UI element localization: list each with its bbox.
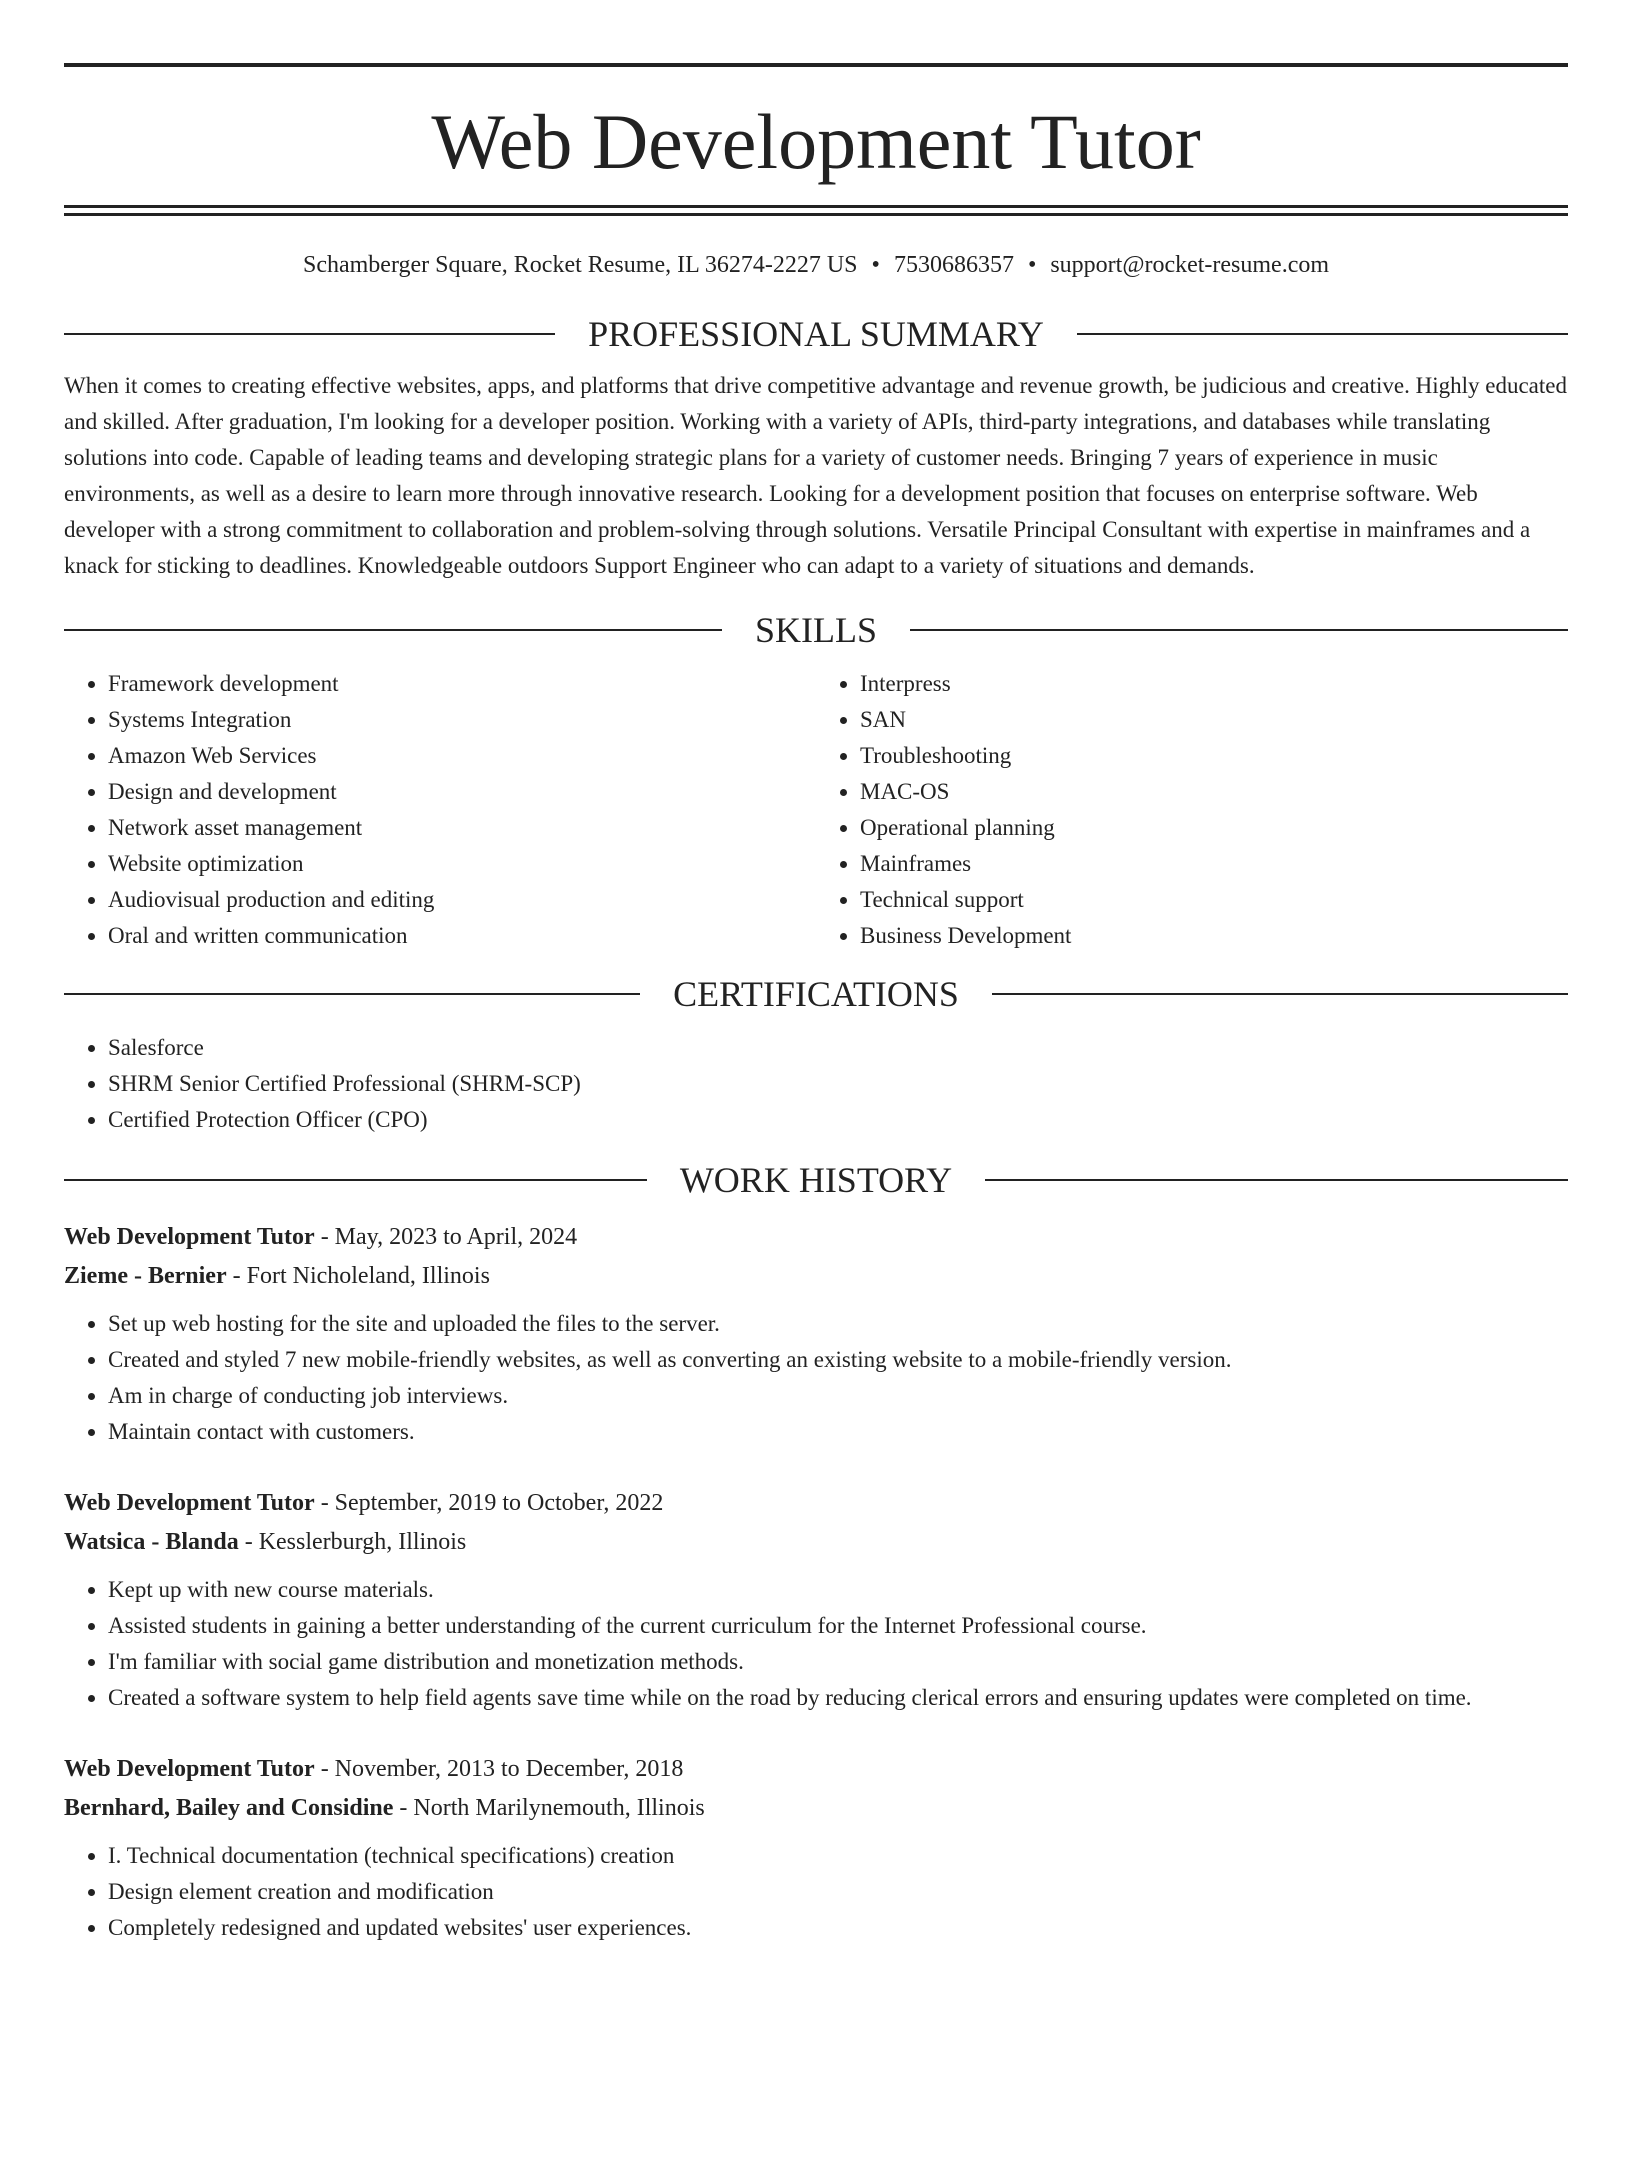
skill-item: • Website optimization xyxy=(108,846,816,882)
skill-item: • SAN xyxy=(860,702,1568,738)
job-title-line xyxy=(64,1750,1568,1789)
skill-item: • Troubleshooting xyxy=(860,738,1568,774)
certification-item: • Salesforce xyxy=(108,1030,1568,1066)
job-bullet: • Created a software system to help field agents save time while on the road by reducing clerical errors and ensuring updates were completed on time. xyxy=(108,1680,1568,1716)
heading-rule-left xyxy=(64,993,640,995)
certifications-list xyxy=(64,1030,1568,1138)
job-bullet: • Set up web hosting for the site and uploaded the files to the server. xyxy=(108,1306,1568,1342)
heading-rule-right xyxy=(985,1179,1568,1181)
summary-section-heading xyxy=(64,312,1568,356)
work-section-heading xyxy=(64,1158,1568,1202)
job-bullets xyxy=(64,1838,1568,1946)
title-bottom-double-rule xyxy=(64,205,1568,216)
work-heading-label: WORK HISTORY xyxy=(679,1160,953,1200)
job-company-line xyxy=(64,1789,1568,1828)
skill-item: • Mainframes xyxy=(860,846,1568,882)
heading-rule-right xyxy=(992,993,1568,995)
job-company: Zieme - Bernier xyxy=(64,1263,227,1289)
certification-item: • Certified Protection Officer (CPO) xyxy=(108,1102,1568,1138)
certification-item: • SHRM Senior Certified Professional (SHRM-SCP) xyxy=(108,1066,1568,1102)
resume-page xyxy=(0,63,1632,2175)
heading-rule-left xyxy=(64,629,722,631)
contact-separator: • xyxy=(1027,252,1037,278)
job-bullet: • Kept up with new course materials. xyxy=(108,1572,1568,1608)
job-bullet: • Created and styled 7 new mobile-friendly websites, as well as converting an existing website to a mobile-friendly version. xyxy=(108,1342,1568,1378)
skills-heading-label: SKILLS xyxy=(755,610,878,650)
job-bullet: • I'm familiar with social game distribution and monetization methods. xyxy=(108,1644,1568,1680)
summary-paragraph: When it comes to creating effective websites, apps, and platforms that drive competitive advantage and revenue growth, be judicious and creative. Highly educated and skilled. After graduation, I'm looking for a developer position. Working with a variety of APIs, third-party integrations, and databases while translating solutions into code. Capable of leading teams and developing strategic plans for a variety of customer needs. Bringing 7 years of experience in music environments, as well as a desire to learn more through innovative research. Looking for a development position that focuses on enterprise software. Web developer with a strong commitment to collaboration and problem-solving through solutions. Versatile Principal Consultant with expertise in mainframes and a knack for sticking to deadlines. Knowledgeable outdoors Support Engineer who can adapt to a variety of situations and demands. xyxy=(64,373,1567,578)
certifications-heading-label: CERTIFICATIONS xyxy=(673,974,959,1014)
job-bullet: • Completely redesigned and updated websites' user experiences. xyxy=(108,1910,1568,1946)
job-bullets xyxy=(64,1572,1568,1716)
job-dates: - November, 2013 to December, 2018 xyxy=(314,1756,684,1782)
job-entry xyxy=(64,1484,1568,1716)
job-company-line xyxy=(64,1523,1568,1562)
job-location: - Fort Nicholeland, Illinois xyxy=(226,1263,490,1289)
contact-phone: 7530686357 xyxy=(893,252,1014,278)
job-location: - Kesslerburgh, Illinois xyxy=(238,1529,467,1555)
skill-item: • Interpress xyxy=(860,666,1568,702)
job-company-line xyxy=(64,1257,1568,1296)
job-title: Web Development Tutor xyxy=(64,1224,315,1250)
job-company: Watsica - Blanda xyxy=(64,1529,239,1555)
job-entry xyxy=(64,1218,1568,1450)
summary-heading-label: PROFESSIONAL SUMMARY xyxy=(588,314,1044,354)
job-entry xyxy=(64,1750,1568,1946)
job-company: Bernhard, Bailey and Considine xyxy=(64,1795,394,1821)
contact-line xyxy=(64,250,1568,280)
job-dates: - September, 2019 to October, 2022 xyxy=(314,1490,664,1516)
skill-item: • Operational planning xyxy=(860,810,1568,846)
job-location: - North Marilynemouth, Illinois xyxy=(393,1795,705,1821)
skill-item: • Business Development xyxy=(860,918,1568,954)
skills-section-heading xyxy=(64,608,1568,652)
skills-list xyxy=(64,666,1568,954)
skill-item: • Audiovisual production and editing xyxy=(108,882,816,918)
job-title: Web Development Tutor xyxy=(64,1490,315,1516)
skill-item: • Amazon Web Services xyxy=(108,738,816,774)
skill-item: • Design and development xyxy=(108,774,816,810)
contact-email: support@rocket-resume.com xyxy=(1050,252,1330,278)
heading-rule-left xyxy=(64,1179,647,1181)
contact-separator: • xyxy=(871,252,880,278)
heading-rule-left xyxy=(64,333,555,335)
skill-item: • Technical support xyxy=(860,882,1568,918)
skills-column-left xyxy=(64,666,816,954)
job-bullet: • Design element creation and modification xyxy=(108,1874,1568,1910)
job-dates: - May, 2023 to April, 2024 xyxy=(314,1224,578,1250)
skill-item: • MAC-OS xyxy=(860,774,1568,810)
job-bullet: • Am in charge of conducting job interviews. xyxy=(108,1378,1568,1414)
job-title-line xyxy=(64,1484,1568,1523)
job-bullet: • I. Technical documentation (technical specifications) creation xyxy=(108,1838,1568,1874)
skill-item: • Network asset management xyxy=(108,810,816,846)
contact-address: Schamberger Square, Rocket Resume, IL 36274-2227 US xyxy=(302,252,858,278)
skill-item: • Systems Integration xyxy=(108,702,816,738)
heading-rule-right xyxy=(1077,333,1568,335)
heading-rule-right xyxy=(910,629,1568,631)
skill-item: • Framework development xyxy=(108,666,816,702)
job-bullet: • Maintain contact with customers. xyxy=(108,1414,1568,1450)
job-bullets xyxy=(64,1306,1568,1450)
resume-title: Web Development Tutor xyxy=(431,98,1201,185)
certifications-section-heading xyxy=(64,972,1568,1016)
job-title: Web Development Tutor xyxy=(64,1756,315,1782)
job-title-line xyxy=(64,1218,1568,1257)
skills-column-right xyxy=(816,666,1568,954)
job-bullet: • Assisted students in gaining a better understanding of the current curriculum for the Internet Professional course. xyxy=(108,1608,1568,1644)
skill-item: • Oral and written communication xyxy=(108,918,816,954)
title-top-rule xyxy=(64,63,1568,67)
